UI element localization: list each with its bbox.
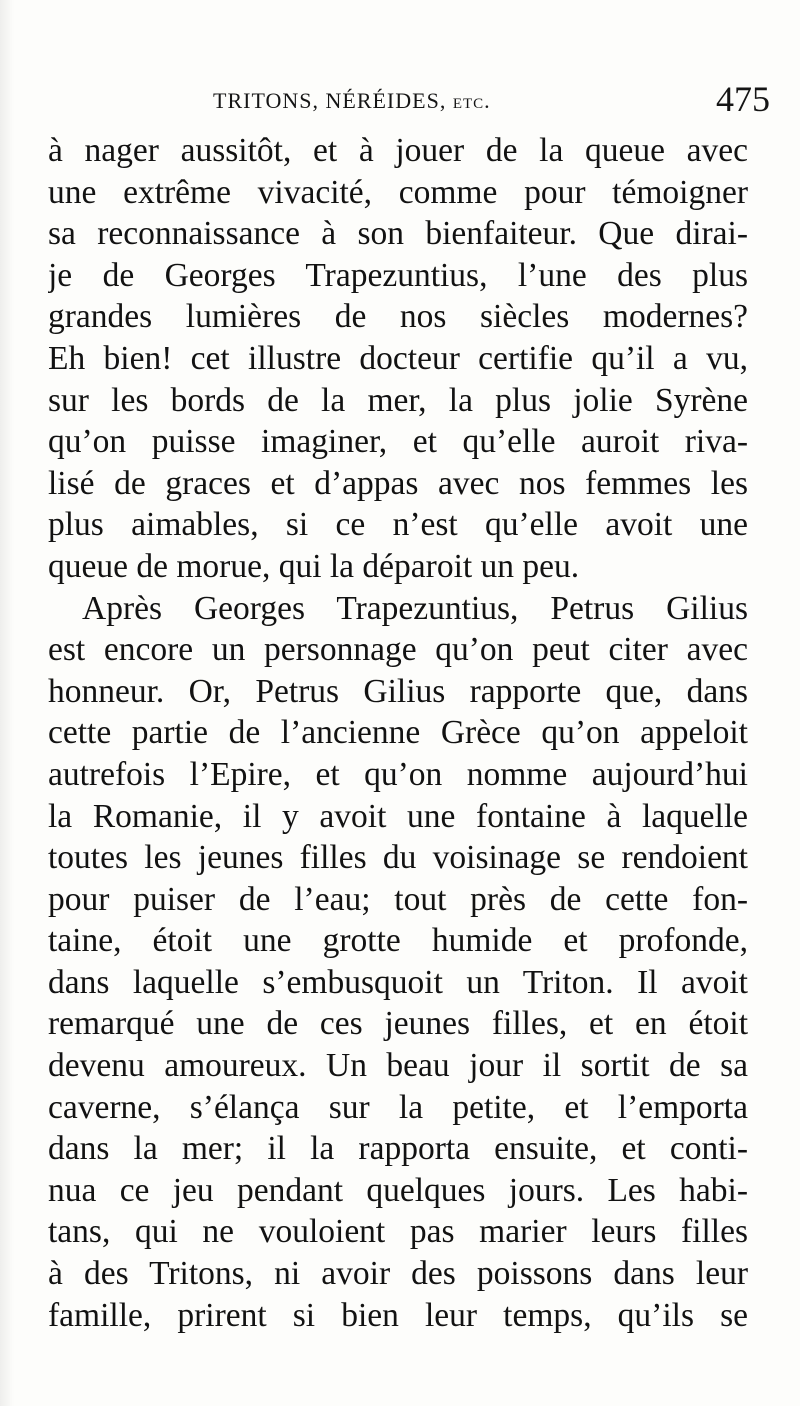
page-header (48, 78, 770, 126)
text-line: dans la mer; il la rapporta ensuite, et conti- (48, 1130, 748, 1168)
text-line: cette partie de l’ancienne Grèce qu’on appeloit (48, 714, 748, 752)
page-number: 475 (716, 79, 770, 119)
text-line: qu’on puisse imaginer, et qu’elle auroit riva- (48, 423, 748, 461)
body-text (48, 130, 748, 1336)
text-line: dans laquelle s’embusquoit un Triton. Il avoit (48, 963, 748, 1001)
text-line: lisé de graces et d’appas avec nos femmes les (48, 464, 748, 502)
paragraph-start-line: Après Georges Trapezuntius, Petrus Gilius (82, 589, 748, 627)
text-line: une extrême vivacité, comme pour témoigner (48, 173, 748, 211)
text-line: devenu amoureux. Un beau jour il sortit de sa (48, 1047, 748, 1085)
text-line: la Romanie, il y avoit une fontaine à laquelle (48, 797, 748, 835)
text-line: honneur. Or, Petrus Gilius rapporte que, dans (48, 672, 748, 710)
text-line: plus aimables, si ce n’est qu’elle avoit une (48, 506, 748, 544)
text-line: remarqué une de ces jeunes filles, et en étoit (48, 1005, 748, 1043)
text-line: taine, étoit une grotte humide et profonde, (48, 922, 748, 960)
text-line: à nager aussitôt, et à jouer de la queue avec (48, 132, 748, 169)
text-line: Eh bien! cet illustre docteur certifie qu’il a vu, (48, 339, 748, 377)
paragraph-end-line: queue de morue, qui la déparoit un peu. (48, 547, 580, 585)
page-edge-shadow (0, 0, 14, 1406)
running-head: TRITONS, NÉRÉIDES, etc. (213, 88, 491, 113)
text-line: tans, qui ne vouloient pas marier leurs filles (48, 1213, 748, 1251)
text-line: caverne, s’élança sur la petite, et l’emporta (48, 1088, 748, 1126)
text-line: autrefois l’Epire, et qu’on nomme aujourd’hui (48, 755, 748, 793)
text-line: nua ce jeu pendant quelques jours. Les habi- (48, 1171, 748, 1209)
text-line: famille, prirent si bien leur temps, qu’ils se (48, 1296, 748, 1334)
text-line: toutes les jeunes filles du voisinage se rendoient (48, 839, 748, 877)
text-line: est encore un personnage qu’on peut citer avec (48, 631, 748, 669)
text-line: grandes lumières de nos siècles modernes? (48, 298, 748, 336)
text-line: à des Tritons, ni avoir des poissons dans leur (48, 1255, 748, 1293)
text-line: pour puiser de l’eau; tout près de cette fon- (48, 880, 748, 918)
text-line: je de Georges Trapezuntius, l’une des plus (48, 256, 748, 294)
text-line: sa reconnaissance à son bienfaiteur. Que dirai- (48, 215, 748, 253)
text-line: sur les bords de la mer, la plus jolie Syrène (48, 381, 748, 419)
